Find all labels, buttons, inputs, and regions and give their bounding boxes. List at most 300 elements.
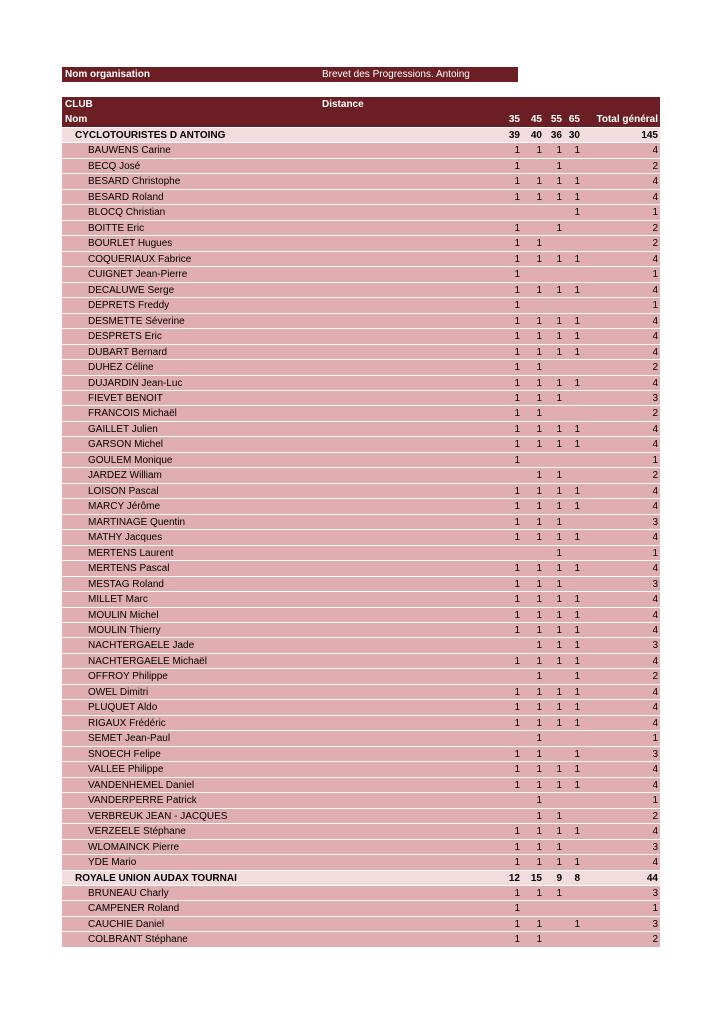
participant-name: DUHEZ Céline <box>88 362 154 374</box>
club-row <box>62 871 660 886</box>
cell-55: 1 <box>556 145 562 157</box>
cell-total: 4 <box>652 315 658 327</box>
participant-name: GOULEM Monique <box>88 454 173 466</box>
table-row <box>62 561 660 576</box>
header-nom: Nom <box>65 114 88 125</box>
cell-65 <box>565 577 580 592</box>
cell-total: 4 <box>652 423 658 435</box>
cell-35: 1 <box>514 532 520 544</box>
cell-65: 1 <box>574 284 580 296</box>
cell-total: 4 <box>652 826 658 838</box>
cell-45: 1 <box>536 686 542 698</box>
cell-55: 1 <box>556 377 562 389</box>
participant-name: MARCY Jérôme <box>88 501 161 513</box>
participant-name: MERTENS Pascal <box>88 563 170 575</box>
organisation-bar <box>62 67 518 82</box>
cell-65: 30 <box>568 130 580 141</box>
cell-55 <box>546 731 562 746</box>
cell-55: 1 <box>556 253 562 265</box>
table-row <box>62 298 660 313</box>
cell-55: 1 <box>556 532 562 544</box>
participant-name: MARTINAGE Quentin <box>88 516 186 528</box>
cell-total: 2 <box>652 238 658 250</box>
table-row <box>62 809 660 824</box>
cell-total: 4 <box>652 655 658 667</box>
cell-35: 1 <box>514 764 520 776</box>
cell-45: 1 <box>536 563 542 575</box>
participant-name: BAUWENS Carine <box>88 145 171 157</box>
cell-total: 4 <box>652 439 658 451</box>
cell-35: 1 <box>514 594 520 606</box>
cell-total: 1 <box>652 903 658 915</box>
cell-total: 4 <box>652 331 658 343</box>
cell-65 <box>565 932 580 947</box>
cell-45: 1 <box>536 810 542 822</box>
cell-35: 1 <box>514 191 520 203</box>
cell-45: 1 <box>536 191 542 203</box>
table-row <box>62 329 660 344</box>
cell-45 <box>522 546 542 561</box>
participant-name: CAMPENER Roland <box>88 903 180 915</box>
cell-45 <box>522 159 542 174</box>
cell-65 <box>565 159 580 174</box>
cell-45: 1 <box>536 532 542 544</box>
participant-name: CAUCHIE Daniel <box>88 918 165 930</box>
cell-45: 1 <box>536 408 542 420</box>
cell-65: 1 <box>574 717 580 729</box>
cell-55 <box>546 453 562 468</box>
table-row <box>62 314 660 329</box>
cell-55: 1 <box>556 439 562 451</box>
participant-name: BRUNEAU Charly <box>88 887 169 899</box>
table-row <box>62 700 660 715</box>
cell-55: 1 <box>556 563 562 575</box>
cell-45: 1 <box>536 578 542 590</box>
cell-total: 2 <box>652 408 658 420</box>
cell-total: 2 <box>652 222 658 234</box>
participant-name: MATHY Jacques <box>88 532 163 544</box>
cell-35: 1 <box>514 408 520 420</box>
cell-45: 1 <box>536 439 542 451</box>
cell-55: 1 <box>556 501 562 513</box>
cell-55: 1 <box>556 887 562 899</box>
participant-name: VERZEELE Stéphane <box>88 826 186 838</box>
cell-total: 4 <box>652 625 658 636</box>
club-name: CYCLOTOURISTES D ANTOING <box>75 130 226 141</box>
participant-name: NACHTERGAELE Jade <box>88 640 195 652</box>
cell-35: 1 <box>514 609 520 621</box>
cell-35: 1 <box>514 934 520 946</box>
table-row <box>62 252 660 267</box>
cell-total: 1 <box>652 207 658 219</box>
cell-total: 1 <box>652 733 658 745</box>
cell-total: 3 <box>652 887 658 899</box>
cell-65 <box>565 360 580 375</box>
cell-55: 1 <box>556 625 562 636</box>
header-distance: Distance <box>322 99 364 110</box>
cell-65: 1 <box>574 532 580 544</box>
cell-65: 1 <box>574 640 580 652</box>
cell-45: 1 <box>536 764 542 776</box>
cell-45: 1 <box>536 253 542 265</box>
table-row <box>62 468 660 483</box>
cell-45: 1 <box>536 392 542 404</box>
participant-name: GAILLET Julien <box>88 423 158 435</box>
cell-45: 15 <box>530 872 542 884</box>
cell-35: 1 <box>514 331 520 343</box>
cell-55: 1 <box>556 594 562 606</box>
cell-65 <box>565 468 580 483</box>
cell-45: 1 <box>536 934 542 946</box>
table-row <box>62 855 660 870</box>
header-35: 35 <box>508 114 520 125</box>
participant-name: DEPRETS Freddy <box>88 300 170 312</box>
cell-45: 1 <box>536 826 542 838</box>
cell-45: 1 <box>536 795 542 807</box>
club-row <box>62 128 660 143</box>
table-row <box>62 159 660 174</box>
cell-65 <box>565 515 580 530</box>
table-row <box>62 793 660 808</box>
cell-35: 1 <box>514 748 520 760</box>
cell-55: 1 <box>556 779 562 791</box>
cell-35: 1 <box>514 269 520 281</box>
cell-total: 4 <box>652 284 658 296</box>
cell-total: 4 <box>652 176 658 188</box>
table-row <box>62 840 660 855</box>
cell-45: 1 <box>536 485 542 497</box>
cell-35: 1 <box>514 315 520 327</box>
cell-65 <box>565 236 580 251</box>
cell-total: 4 <box>652 145 658 157</box>
cell-65 <box>565 840 580 855</box>
cell-total: 4 <box>652 717 658 729</box>
cell-35 <box>502 205 520 220</box>
cell-65: 1 <box>574 609 580 621</box>
cell-total: 2 <box>652 810 658 822</box>
table-row <box>62 515 660 530</box>
participant-name: BECQ José <box>88 160 141 172</box>
cell-45: 1 <box>536 501 542 513</box>
cell-45 <box>522 453 542 468</box>
cell-45: 1 <box>536 655 542 667</box>
cell-55 <box>546 901 562 916</box>
cell-total: 4 <box>652 563 658 575</box>
header-65: 65 <box>568 114 580 125</box>
cell-35: 1 <box>514 377 520 389</box>
cell-65: 1 <box>574 423 580 435</box>
participant-name: DESPRETS Eric <box>88 331 162 343</box>
table-row <box>62 190 660 205</box>
cell-35: 1 <box>514 903 520 915</box>
cell-35: 1 <box>514 300 520 312</box>
cell-total: 4 <box>652 485 658 497</box>
cell-65: 1 <box>574 331 580 343</box>
cell-55: 36 <box>550 130 562 141</box>
cell-total: 4 <box>652 253 658 265</box>
header-45: 45 <box>530 114 542 125</box>
participant-name: VANDERPERRE Patrick <box>88 795 197 807</box>
cell-55: 1 <box>556 764 562 776</box>
participant-name: SEMET Jean-Paul <box>88 733 171 745</box>
cell-35 <box>502 793 520 808</box>
cell-35 <box>502 546 520 561</box>
table-row <box>62 747 660 762</box>
cell-total: 3 <box>652 516 658 528</box>
cell-total: 3 <box>652 392 658 404</box>
cell-35: 1 <box>514 176 520 188</box>
table-row <box>62 623 660 638</box>
cell-65: 1 <box>574 377 580 389</box>
cell-35: 1 <box>514 160 520 172</box>
cell-total: 2 <box>652 362 658 374</box>
cell-45: 1 <box>536 857 542 869</box>
cell-45: 1 <box>536 331 542 343</box>
header-club: CLUB <box>65 99 93 110</box>
participant-name: MERTENS Laurent <box>88 547 174 559</box>
cell-65: 8 <box>574 872 580 884</box>
cell-65: 1 <box>574 748 580 760</box>
table-row <box>62 546 660 561</box>
cell-45: 1 <box>536 609 542 621</box>
table-row <box>62 174 660 189</box>
cell-65: 1 <box>574 485 580 497</box>
participant-name: COQUERIAUX Fabrice <box>88 253 192 265</box>
header-55: 55 <box>550 114 562 125</box>
cell-35: 1 <box>514 857 520 869</box>
cell-65 <box>565 267 580 282</box>
table-row <box>62 669 660 684</box>
cell-45: 1 <box>536 145 542 157</box>
cell-35: 1 <box>514 702 520 714</box>
cell-total: 3 <box>652 748 658 760</box>
cell-total: 4 <box>652 764 658 776</box>
cell-total: 145 <box>641 130 658 141</box>
cell-55: 1 <box>556 640 562 652</box>
table-row <box>62 267 660 282</box>
cell-35: 1 <box>514 717 520 729</box>
participant-name: BOURLET Hugues <box>88 238 173 250</box>
cell-35: 1 <box>514 222 520 234</box>
cell-45: 1 <box>536 918 542 930</box>
cell-65 <box>565 901 580 916</box>
cell-65 <box>565 793 580 808</box>
table-row <box>62 731 660 746</box>
participant-name: OFFROY Philippe <box>88 671 168 683</box>
cell-65: 1 <box>574 655 580 667</box>
cell-65 <box>565 298 580 313</box>
cell-55: 1 <box>556 346 562 358</box>
cell-35: 1 <box>514 625 520 636</box>
cell-35: 1 <box>514 887 520 899</box>
cell-45 <box>522 298 542 313</box>
cell-55: 1 <box>556 423 562 435</box>
cell-65: 1 <box>574 253 580 265</box>
cell-55: 1 <box>556 841 562 853</box>
cell-35 <box>502 809 520 824</box>
cell-65: 1 <box>574 625 580 636</box>
participant-name: BOITTE Eric <box>88 222 145 234</box>
table-row <box>62 205 660 220</box>
table-row <box>62 654 660 669</box>
table-row <box>62 236 660 251</box>
cell-35: 1 <box>514 655 520 667</box>
participant-name: FIEVET BENOIT <box>88 392 163 404</box>
cell-45: 1 <box>536 887 542 899</box>
cell-65: 1 <box>574 594 580 606</box>
cell-55: 1 <box>556 331 562 343</box>
cell-55: 1 <box>556 826 562 838</box>
cell-55: 1 <box>556 857 562 869</box>
cell-55: 1 <box>556 284 562 296</box>
cell-55 <box>546 669 562 684</box>
cell-total: 4 <box>652 779 658 791</box>
table-header-club-row <box>62 97 660 112</box>
table-row <box>62 762 660 777</box>
cell-65 <box>565 886 580 901</box>
cell-65: 1 <box>574 702 580 714</box>
cell-total: 4 <box>652 532 658 544</box>
cell-total: 3 <box>652 918 658 930</box>
table-row <box>62 143 660 158</box>
cell-65: 1 <box>574 501 580 513</box>
participant-name: FRANCOIS Michaël <box>88 408 177 420</box>
cell-35 <box>502 638 520 653</box>
cell-total: 4 <box>652 594 658 606</box>
cell-45: 1 <box>536 377 542 389</box>
cell-65 <box>565 391 580 406</box>
cell-55 <box>546 932 562 947</box>
cell-45: 1 <box>536 594 542 606</box>
cell-65: 1 <box>574 671 580 683</box>
cell-55: 1 <box>556 315 562 327</box>
cell-55: 1 <box>556 222 562 234</box>
cell-35: 39 <box>508 130 520 141</box>
cell-45: 1 <box>536 315 542 327</box>
cell-65: 1 <box>574 764 580 776</box>
cell-55 <box>546 747 562 762</box>
cell-55: 1 <box>556 547 562 559</box>
cell-45: 1 <box>536 671 542 683</box>
cell-55 <box>546 267 562 282</box>
participant-name: MOULIN Michel <box>88 609 159 621</box>
participant-name: BESARD Christophe <box>88 176 181 188</box>
cell-total: 1 <box>652 795 658 807</box>
table-row <box>62 453 660 468</box>
cell-45: 1 <box>536 748 542 760</box>
cell-total: 44 <box>646 872 658 884</box>
participant-name: CUIGNET Jean-Pierre <box>88 269 188 281</box>
table-row <box>62 886 660 901</box>
table-row <box>62 530 660 545</box>
cell-55: 1 <box>556 485 562 497</box>
results-table <box>62 128 660 948</box>
cell-total: 1 <box>652 454 658 466</box>
cell-55: 1 <box>556 717 562 729</box>
participant-name: MESTAG Roland <box>88 578 164 590</box>
cell-65 <box>565 221 580 236</box>
cell-55: 1 <box>556 516 562 528</box>
cell-55 <box>546 236 562 251</box>
cell-35: 1 <box>514 238 520 250</box>
cell-45: 1 <box>536 640 542 652</box>
cell-65 <box>565 731 580 746</box>
participant-name: DECALUWE Serge <box>88 284 175 296</box>
organisation-label: Nom organisation <box>65 69 151 80</box>
table-row <box>62 283 660 298</box>
table-row <box>62 824 660 839</box>
header-total: Total général <box>596 114 658 125</box>
cell-35: 1 <box>514 516 520 528</box>
cell-65: 1 <box>574 857 580 869</box>
table-row <box>62 685 660 700</box>
cell-55: 1 <box>556 470 562 482</box>
cell-total: 4 <box>652 857 658 869</box>
cell-55: 1 <box>556 191 562 203</box>
cell-65: 1 <box>574 346 580 358</box>
table-row <box>62 577 660 592</box>
organisation-name: Brevet des Progressions. Antoing <box>322 69 470 80</box>
cell-total: 4 <box>652 501 658 513</box>
cell-total: 1 <box>652 269 658 281</box>
cell-65 <box>565 406 580 421</box>
table-row <box>62 345 660 360</box>
table-row <box>62 391 660 406</box>
cell-55: 1 <box>556 702 562 714</box>
table-row <box>62 484 660 499</box>
cell-35: 1 <box>514 826 520 838</box>
cell-35: 1 <box>514 501 520 513</box>
cell-65: 1 <box>574 176 580 188</box>
cell-65: 1 <box>574 315 580 327</box>
participant-name: GARSON Michel <box>88 439 164 451</box>
cell-45 <box>522 221 542 236</box>
cell-45: 1 <box>536 779 542 791</box>
participant-name: MILLET Marc <box>88 594 148 606</box>
participant-name: DUBART Bernard <box>88 346 168 358</box>
table-row <box>62 499 660 514</box>
table-row <box>62 608 660 623</box>
participant-name: NACHTERGAELE Michaël <box>88 655 207 667</box>
participant-name: RIGAUX Frédéric <box>88 717 166 729</box>
cell-65: 1 <box>574 686 580 698</box>
cell-45: 1 <box>536 717 542 729</box>
cell-total: 4 <box>652 686 658 698</box>
cell-55: 9 <box>556 872 562 884</box>
table-header-columns-row <box>62 112 660 127</box>
participant-name: VANDENHEMEL Daniel <box>88 779 195 791</box>
cell-35: 1 <box>514 485 520 497</box>
cell-65: 1 <box>574 563 580 575</box>
table-row <box>62 932 660 947</box>
cell-35: 1 <box>514 439 520 451</box>
participant-name: VALLEE Philippe <box>88 764 164 776</box>
cell-45: 1 <box>536 841 542 853</box>
cell-35: 1 <box>514 841 520 853</box>
table-row <box>62 406 660 421</box>
cell-35: 1 <box>514 392 520 404</box>
participant-name: BLOCQ Christian <box>88 207 166 219</box>
cell-total: 4 <box>652 346 658 358</box>
cell-65: 1 <box>574 826 580 838</box>
cell-35: 12 <box>508 872 520 884</box>
cell-65 <box>565 809 580 824</box>
participant-name: COLBRANT Stéphane <box>88 934 188 946</box>
cell-45 <box>522 267 542 282</box>
cell-35: 1 <box>514 362 520 374</box>
cell-35: 1 <box>514 918 520 930</box>
cell-45: 1 <box>536 516 542 528</box>
